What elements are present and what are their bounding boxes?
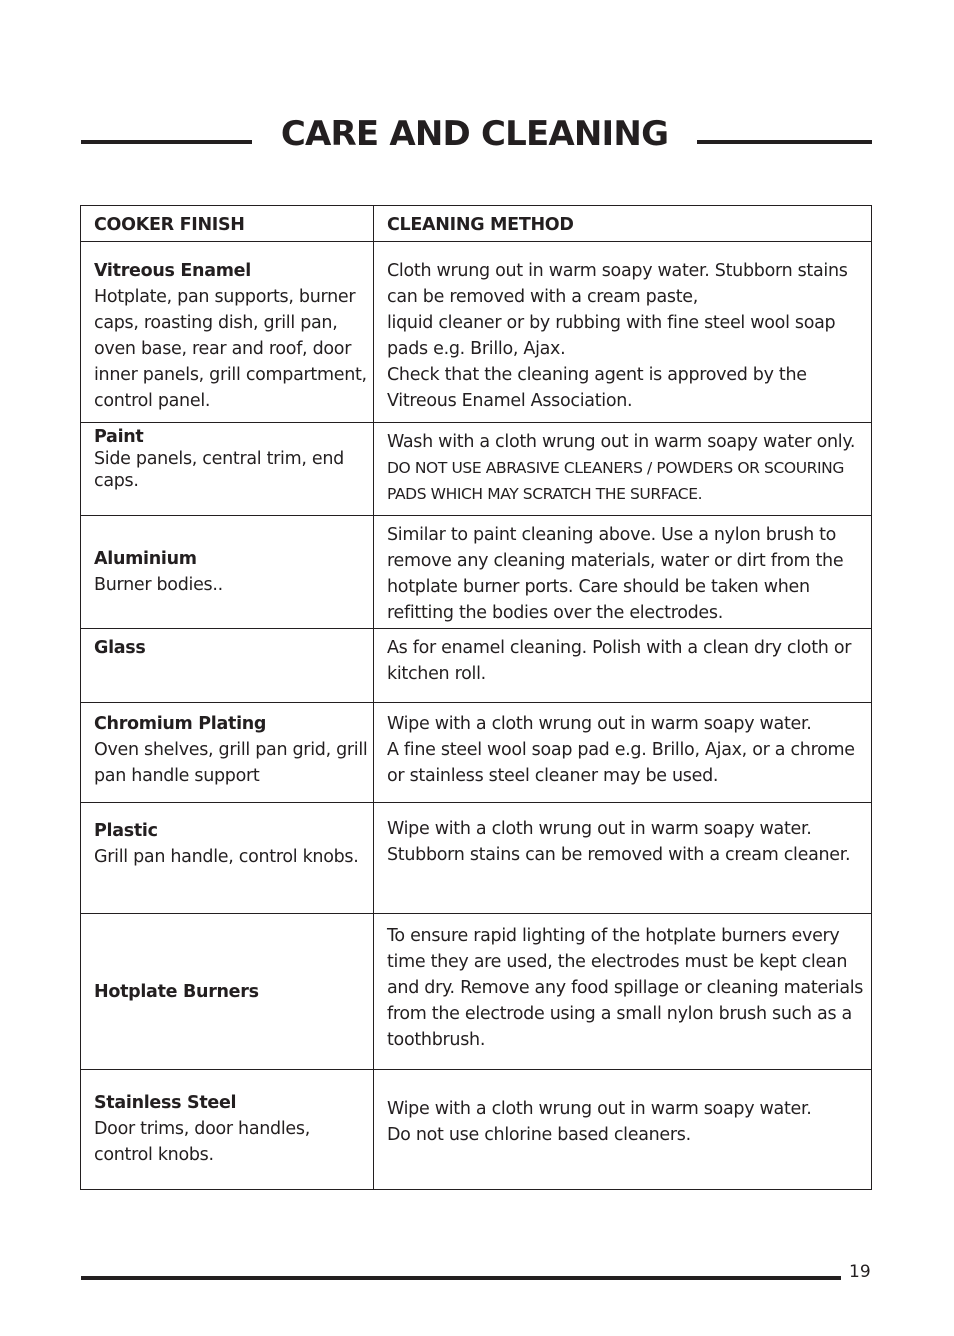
finish-cell bbox=[81, 803, 374, 914]
finish-description: Burner bodies.. bbox=[94, 575, 223, 595]
table-row bbox=[81, 242, 872, 423]
table-row bbox=[81, 914, 872, 1070]
finish-description: Grill pan handle, control knobs. bbox=[94, 847, 359, 867]
method-cell bbox=[374, 703, 872, 803]
table-row bbox=[81, 1070, 872, 1190]
finish-name: Aluminium bbox=[94, 549, 197, 569]
finish-cell bbox=[81, 629, 374, 703]
page-title: CARE AND CLEANING bbox=[280, 114, 669, 154]
finish-cell bbox=[81, 242, 374, 423]
method-text: A fine steel wool soap pad e.g. Brillo, Ajax, or a chrome or stainless steel cleaner may be used. bbox=[387, 740, 855, 786]
method-text: Wipe with a cloth wrung out in warm soapy water. bbox=[387, 1099, 812, 1119]
title-rule-right bbox=[697, 140, 872, 144]
method-text: Cloth wrung out in warm soapy water. Stubborn stains can be removed with a cream paste, bbox=[387, 261, 848, 307]
method-cell bbox=[374, 803, 872, 914]
finish-name: Hotplate Burners bbox=[94, 981, 259, 1002]
finish-description: Side panels, central trim, end caps. bbox=[94, 449, 344, 491]
finish-description: Door trims, door handles, control knobs. bbox=[94, 1119, 310, 1165]
finish-name: Stainless Steel bbox=[94, 1093, 237, 1113]
method-text: Wash with a cloth wrung out in warm soapy water only. bbox=[387, 432, 856, 452]
finish-name: Plastic bbox=[94, 821, 158, 841]
method-cell bbox=[374, 1070, 872, 1190]
page-number: 19 bbox=[849, 1262, 871, 1282]
method-warning-text: DO NOT USE ABRASIVE CLEANERS / POWDERS OR SCOURING PADS WHICH MAY SCRATCH THE SURFACE. bbox=[387, 459, 844, 503]
method-text: Do not use chlorine based cleaners. bbox=[387, 1125, 691, 1145]
table-row bbox=[81, 803, 872, 914]
finish-name: Chromium Plating bbox=[94, 714, 267, 734]
header-cleaning-method: CLEANING METHOD bbox=[374, 206, 872, 242]
method-text: Similar to paint cleaning above. Use a nylon brush to remove any cleaning materials, water or dirt from the hotplate burner ports. Care should be taken when refitting the bodies over the electrodes. bbox=[387, 525, 844, 623]
finish-description: Hotplate, pan supports, burner caps, roasting dish, grill pan, oven base, rear and roof, door inner panels, grill compartment, control panel. bbox=[94, 287, 367, 411]
method-cell bbox=[374, 914, 872, 1070]
footer-rule bbox=[81, 1276, 841, 1280]
method-text: Stubborn stains can be removed with a cream cleaner. bbox=[387, 845, 851, 865]
header-cooker-finish: COOKER FINISH bbox=[81, 206, 374, 242]
finish-description: Oven shelves, grill pan grid, grill pan handle support bbox=[94, 740, 368, 786]
method-cell bbox=[374, 423, 872, 516]
method-text: Wipe with a cloth wrung out in warm soapy water. bbox=[387, 819, 812, 839]
method-text: liquid cleaner or by rubbing with fine steel wool soap pads e.g. Brillo, Ajax. bbox=[387, 313, 836, 359]
table-row bbox=[81, 703, 872, 803]
finish-cell bbox=[81, 703, 374, 803]
care-table bbox=[80, 205, 872, 1190]
table-row bbox=[81, 516, 872, 629]
finish-cell bbox=[81, 1070, 374, 1190]
table-row bbox=[81, 629, 872, 703]
title-rule-left bbox=[81, 140, 252, 144]
finish-name: Paint bbox=[94, 427, 144, 447]
method-cell bbox=[374, 629, 872, 703]
method-text: As for enamel cleaning. Polish with a clean dry cloth or kitchen roll. bbox=[387, 638, 852, 684]
method-cell bbox=[374, 516, 872, 629]
finish-cell bbox=[81, 516, 374, 629]
table-header-row bbox=[81, 206, 872, 242]
method-cell bbox=[374, 242, 872, 423]
table-row bbox=[81, 423, 872, 516]
finish-cell bbox=[81, 914, 374, 1070]
finish-cell bbox=[81, 423, 374, 516]
method-text: To ensure rapid lighting of the hotplate burners every time they are used, the electrodes must be kept clean and dry. Remove any food spillage or cleaning materials from the electrode using a small nylon brush such as a toothbrush. bbox=[387, 926, 864, 1050]
method-text: Check that the cleaning agent is approved by the Vitreous Enamel Association. bbox=[387, 365, 807, 411]
finish-name: Vitreous Enamel bbox=[94, 261, 251, 281]
method-text: Wipe with a cloth wrung out in warm soapy water. bbox=[387, 714, 812, 734]
finish-name: Glass bbox=[94, 638, 146, 658]
